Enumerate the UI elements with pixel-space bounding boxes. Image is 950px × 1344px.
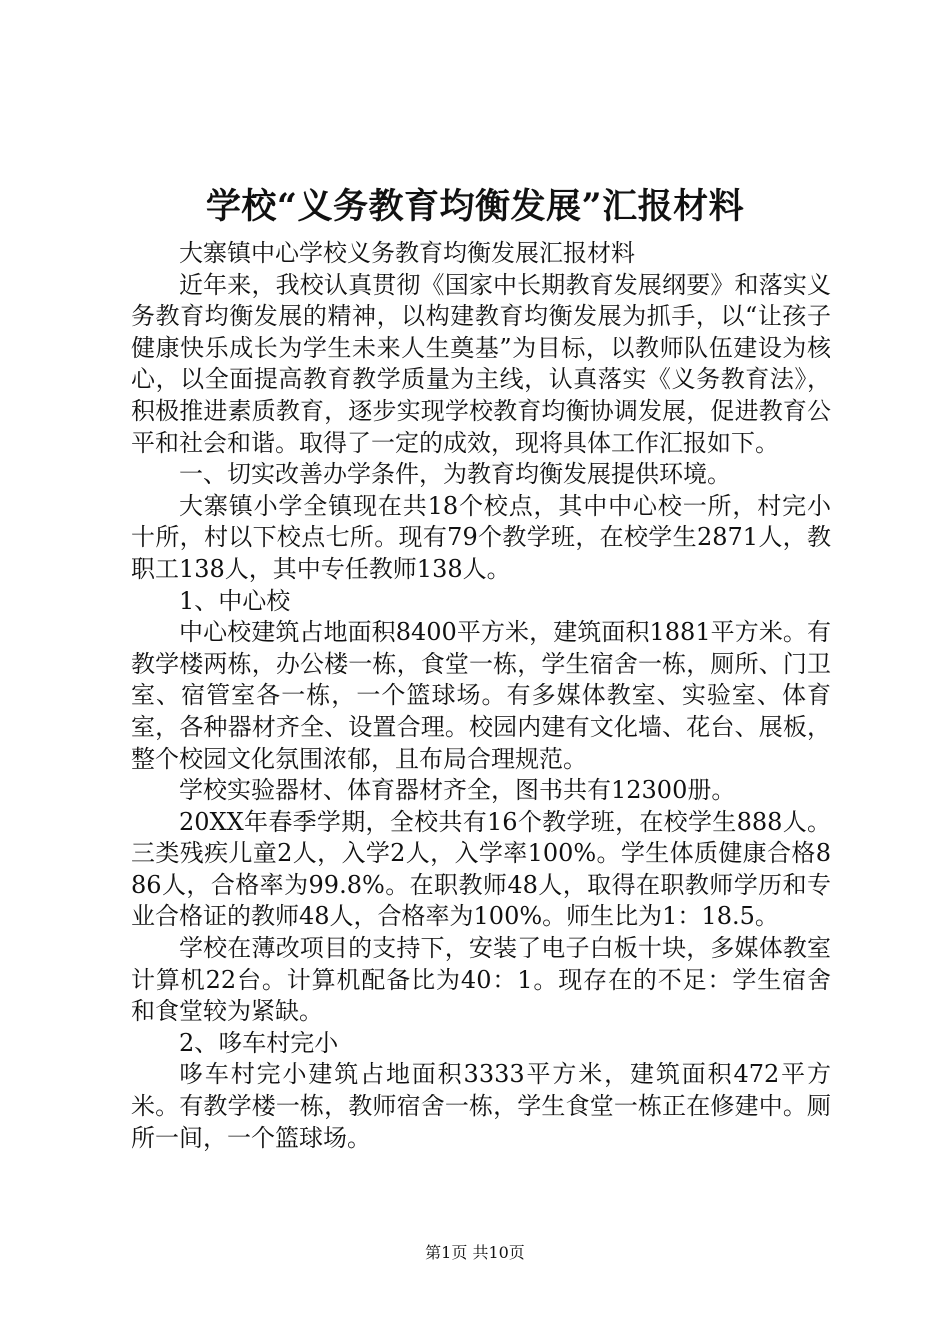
statistics-paragraph: 20XX年春季学期，全校共有16个教学班，在校学生888人。三类残疾儿童2人，入学2人，入学率100%。学生体质健康合格886人，合格率为99.8%。在职教师48人，取得在职教师学历和专业合格证的教师48人，合格率为100%。师生比为1：18.5。 [131,807,831,931]
document-title: 学校“义务教育均衡发展”汇报材料 [205,186,745,227]
central-school-facilities-paragraph: 中心校建筑占地面积8400平方米，建筑面积1881平方米。有教学楼两栋，办公楼一栋，食堂一栋，学生宿舍一栋，厕所、门卫室、宿管室各一栋，一个篮球场。有多媒体教室、实验室、体育室，各种器材齐全、设置合理。校园内建有文化墙、花台、展板，整个校园文化氛围浓郁，且布局合理规范。 [131,618,831,773]
subtitle-line: 大寨镇中心学校义务教育均衡发展汇报材料 [179,239,635,267]
page-number-footer: 第1页 共10页 [425,1243,525,1262]
document-body [131,238,831,1154]
overview-paragraph: 大寨镇小学全镇现在共18个校点，其中中心校一所，村完小十所，村以下校点七所。现有79个教学班，在校学生2871人，教职工138人，其中专任教师138人。 [131,491,831,583]
section-heading-1: 一、切实改善办学条件，为教育均衡发展提供环境。 [179,460,731,489]
intro-paragraph: 近年来，我校认真贯彻《国家中长期教育发展纲要》和落实义务教育均衡发展的精神，以构建教育均衡发展为抓手，以“让孩子健康快乐成长为学生未来人生奠基”为目标，以教师队伍建设为核心，以全面提高教育教学质量为主线，认真落实《义务教育法》，积极推进素质教育，逐步实现学校教育均衡协调发展，促进教育公平和社会和谐。取得了一定的成效，现将具体工作汇报如下。 [131,270,831,457]
subsection-heading-central-school: 1、中心校 [179,586,291,615]
equipment-paragraph: 学校实验器材、体育器材齐全，图书共有12300册。 [179,776,736,805]
improvement-paragraph: 学校在薄改项目的支持下，安装了电子白板十块，多媒体教室计算机22台。计算机配备比为40：1。现存在的不足：学生宿舍和食堂较为紧缺。 [131,934,831,1026]
subsection-heading-village-school: 2、哆车村完小 [179,1028,339,1057]
village-school-paragraph: 哆车村完小建筑占地面积3333平方米，建筑面积472平方米。有教学楼一栋，教师宿舍一栋，学生食堂一栋正在修建中。厕所一间，一个篮球场。 [131,1060,831,1152]
